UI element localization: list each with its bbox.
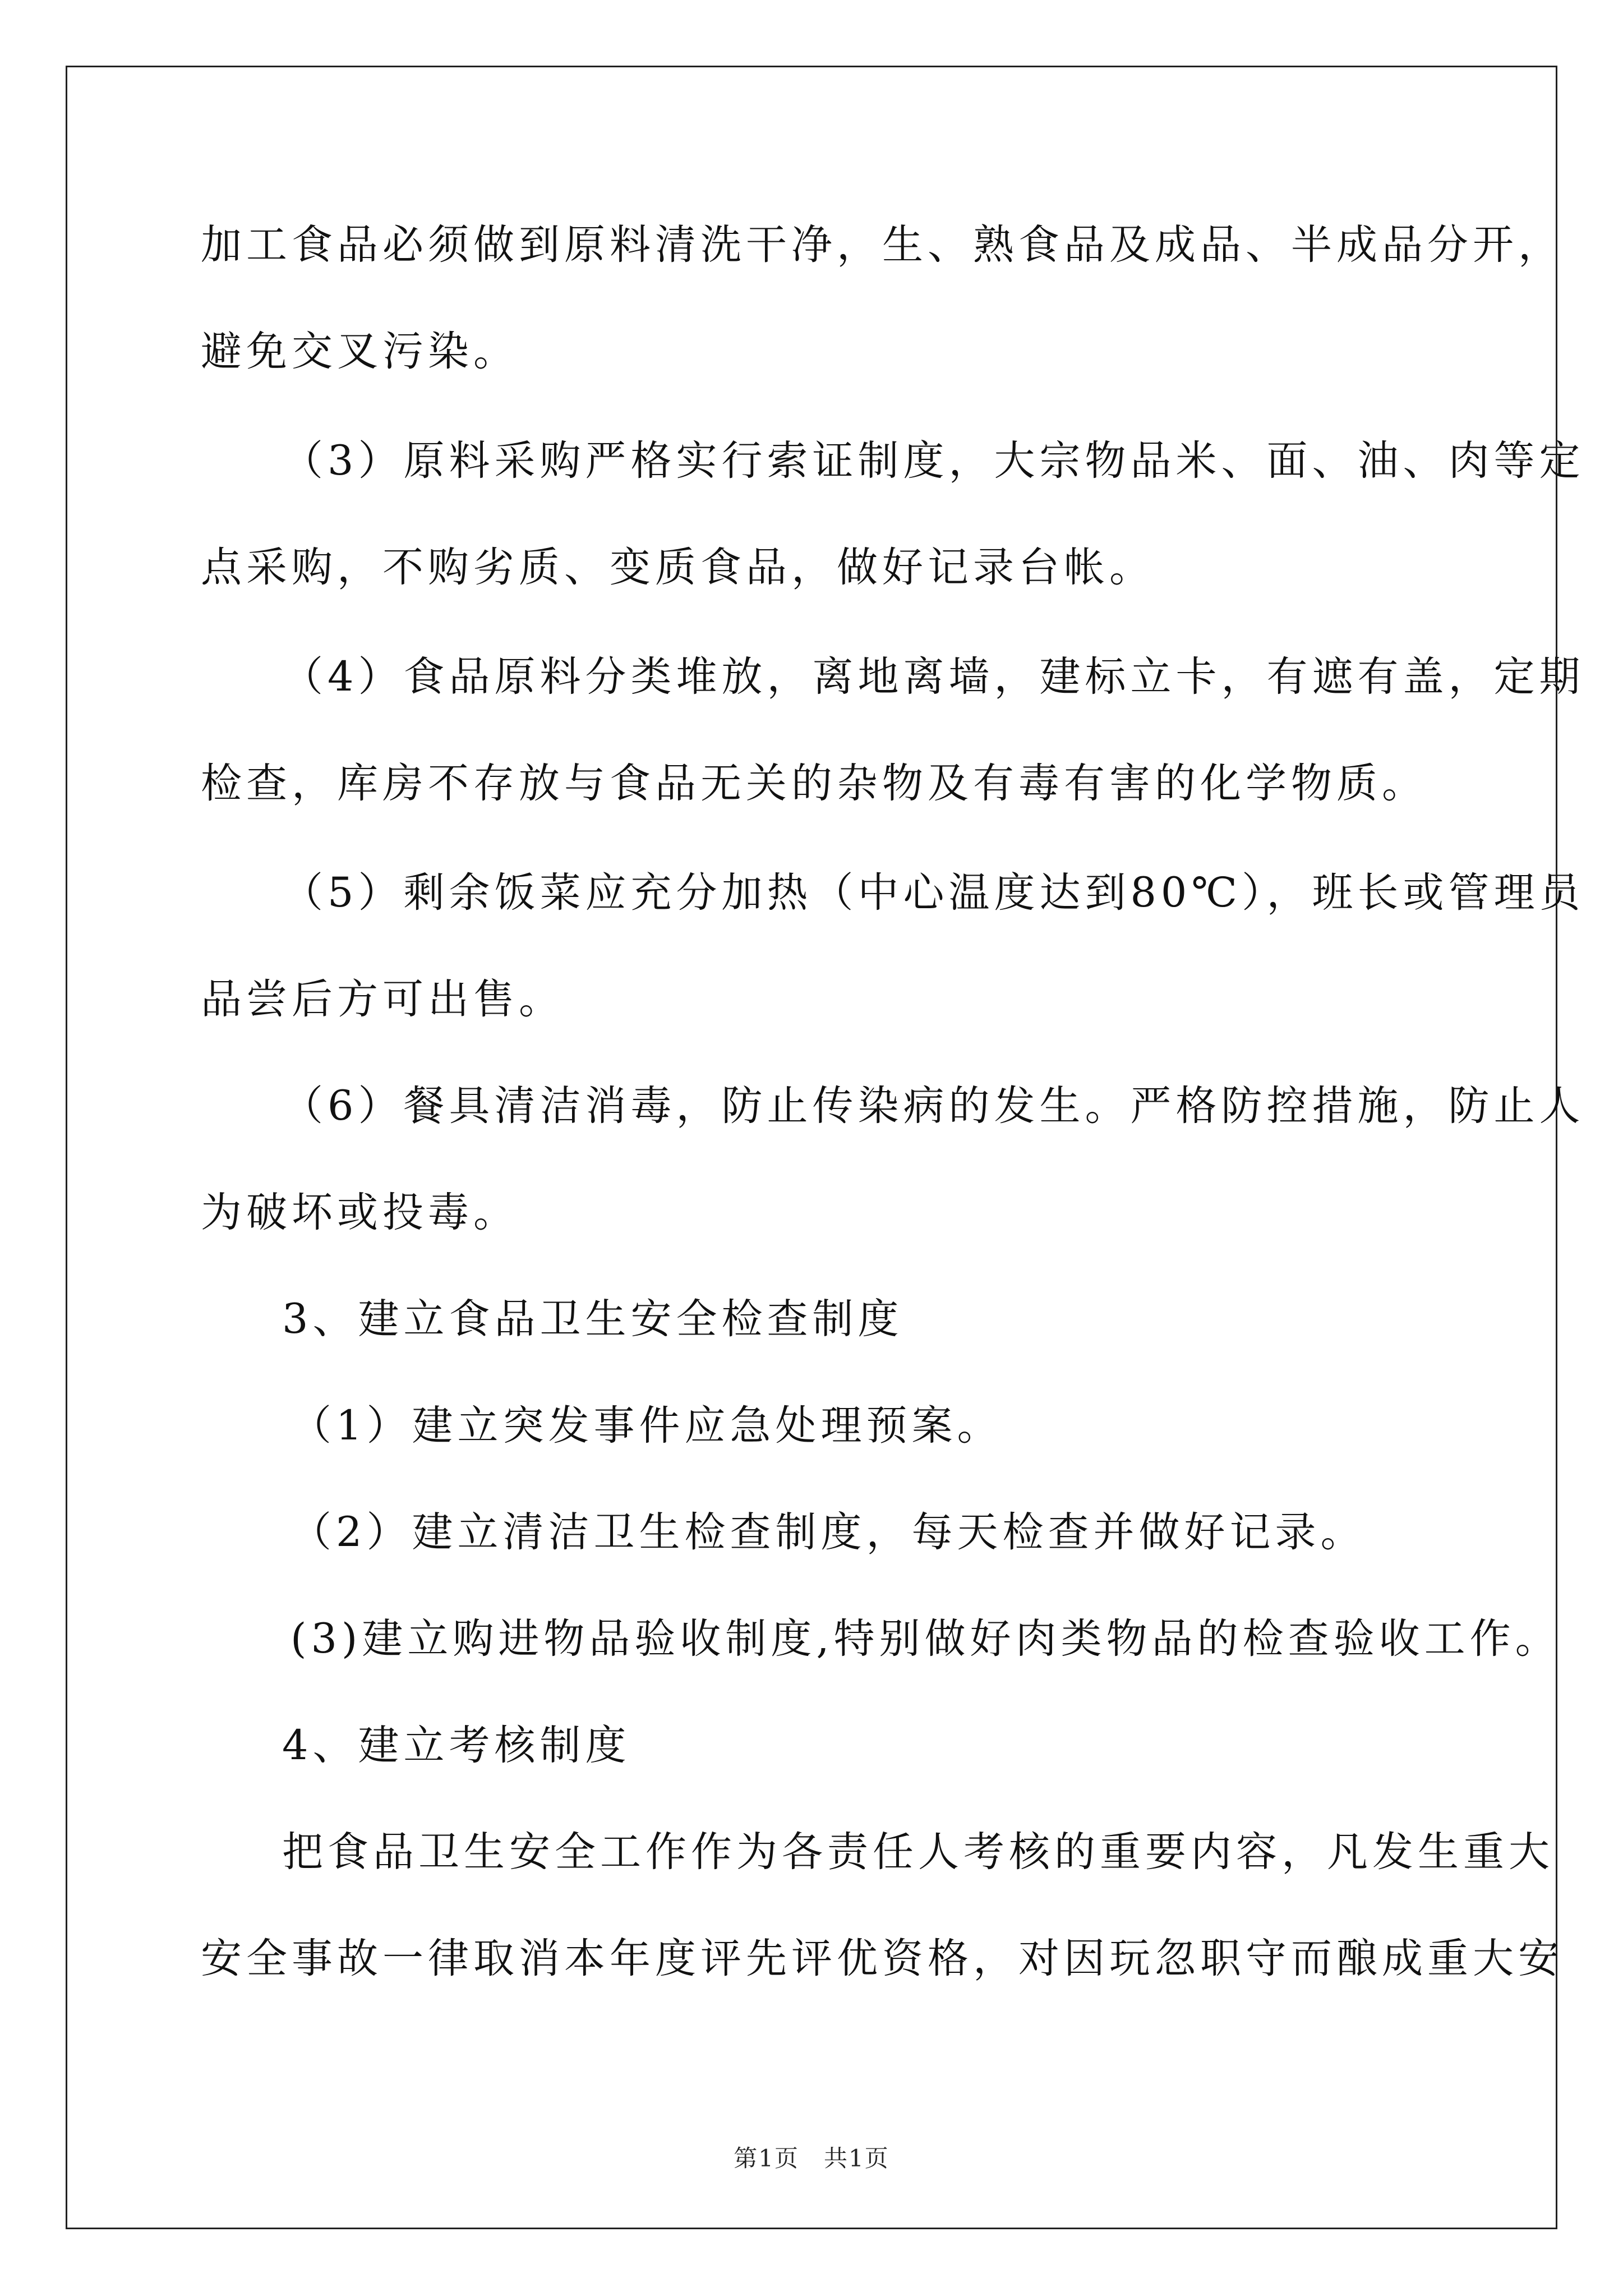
text-line: 为破坏或投毒。 <box>201 1189 519 1236</box>
section-heading: 4、建立考核制度 <box>282 1722 631 1769</box>
text-line: 加工食品必须做到原料清洗干净，生、熟食品及成品、半成品分开， <box>201 221 1564 269</box>
text-line: 检查，库房不存放与食品无关的杂物及有毒有害的化学物质。 <box>201 760 1427 807</box>
text-line: （5）剩余饭菜应充分加热（中心温度达到80℃），班长或管理员 <box>282 869 1585 917</box>
page-footer: 第1页 共1页 <box>734 2145 889 2172</box>
section-heading: 3、建立食品卫生安全检查制度 <box>282 1295 903 1343</box>
text-line: 品尝后方可出售。 <box>201 976 564 1023</box>
text-line: （3）原料采购严格实行索证制度，大宗物品米、面、油、肉等定 <box>282 437 1585 485</box>
text-line: 点采购，不购劣质、变质食品，做好记录台帐。 <box>201 544 1155 591</box>
page-border <box>66 66 1557 2229</box>
text-line: （1）建立突发事件应急处理预案。 <box>291 1402 1003 1450</box>
text-line: （6）餐具清洁消毒，防止传染病的发生。严格防控措施，防止人 <box>282 1082 1585 1130</box>
text-line: 避免交叉污染。 <box>201 328 519 375</box>
text-line: （4）食品原料分类堆放，离地离墙，建标立卡，有遮有盖，定期 <box>282 653 1585 701</box>
text-line: 把食品卫生安全工作作为各责任人考核的重要内容，凡发生重大 <box>282 1828 1554 1876</box>
text-line: （2）建立清洁卫生检查制度，每天检查并做好记录。 <box>291 1508 1366 1556</box>
text-line: 安全事故一律取消本年度评先评优资格，对因玩忽职守而酿成重大安 <box>201 1935 1564 1982</box>
text-line: (3)建立购进物品验收制度,特别做好肉类物品的检查验收工作。 <box>291 1615 1561 1663</box>
